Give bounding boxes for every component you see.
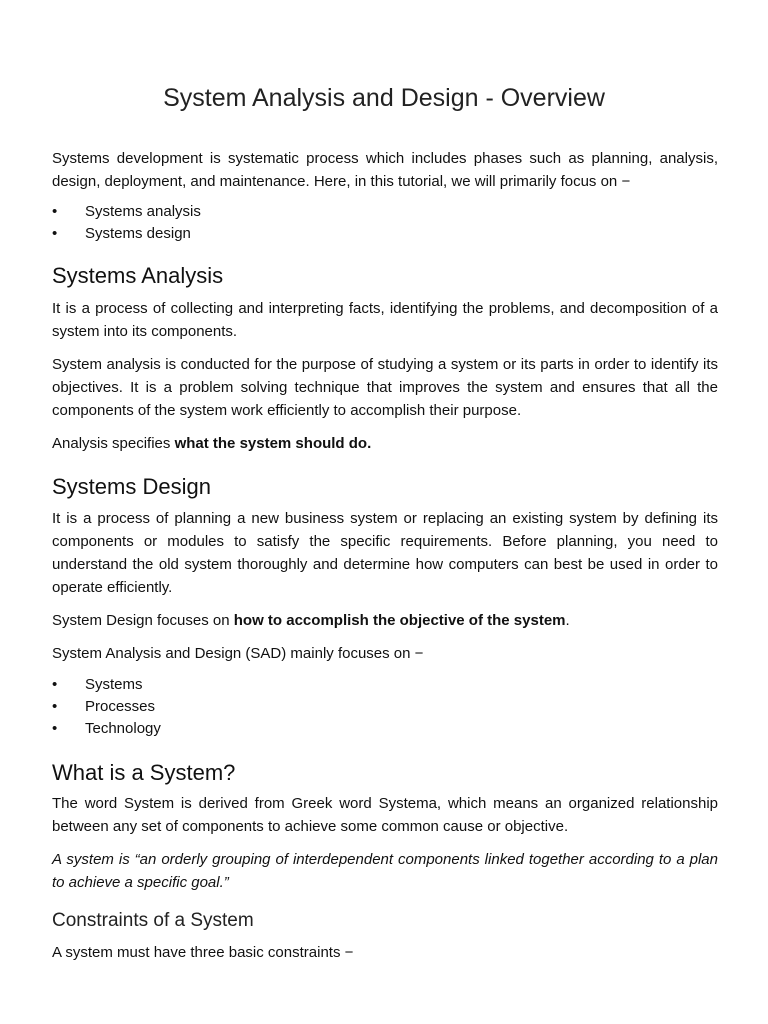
section-heading-analysis: Systems Analysis (52, 263, 224, 288)
analysis-paragraph-3 (52, 432, 718, 455)
section-heading-constraints: Constraints of a System (52, 910, 254, 931)
list-item: • Technology (52, 718, 161, 740)
list-item: • Systems analysis (52, 201, 201, 223)
design-paragraph-3: System Analysis and Design (SAD) mainly focuses on − (52, 645, 424, 662)
intro-list (52, 201, 201, 245)
design-focus-emphasis: how to accomplish the objective of the system (233, 612, 566, 629)
analysis-specifies-text: Analysis specifies (52, 435, 175, 452)
section-heading-design: Systems Design (52, 474, 211, 499)
analysis-paragraph-2: System analysis is conducted for the purpose of studying a system or its parts in order to identify its objectives. It is a problem solving technique that improves the system and ensures that all the components of the system work efficiently to accomplish their purpose. (52, 356, 718, 419)
constraints-paragraph-1: A system must have three basic constraints − (52, 944, 354, 961)
design-focus-suffix: . (565, 612, 570, 629)
system-definition-quote: A system is “an orderly grouping of interdependent components linked together according to a plan to achieve a specific goal.” (52, 851, 718, 891)
section-heading-system: What is a System? (52, 760, 236, 785)
list-item: • Processes (52, 696, 161, 718)
sad-focus-list (52, 674, 161, 740)
system-paragraph-1: The word System is derived from Greek word Systema, which means an organized relationship between any set of components to achieve some common cause or objective. (52, 795, 718, 835)
analysis-specifies-emphasis: what the system should do. (174, 435, 372, 452)
design-focus-text: System Design focuses on (52, 612, 234, 629)
list-item: • Systems (52, 674, 161, 696)
design-paragraph-2 (52, 609, 718, 632)
intro-paragraph: Systems development is systematic process which includes phases such as planning, analysis, design, deployment, and maintenance. Here, in this tutorial, we will primarily focus on − (52, 150, 718, 190)
analysis-paragraph-1: It is a process of collecting and interpreting facts, identifying the problems, and decomposition of a system into its components. (52, 300, 718, 340)
design-paragraph-1: It is a process of planning a new business system or replacing an existing system by defining its components or modules to satisfy the specific requirements. Before planning, you need to understand the old system thoroughly and determine how computers can best be used in order to operate efficiently. (52, 510, 718, 596)
page-title: System Analysis and Design - Overview (163, 84, 605, 112)
list-item: • Systems design (52, 223, 201, 245)
